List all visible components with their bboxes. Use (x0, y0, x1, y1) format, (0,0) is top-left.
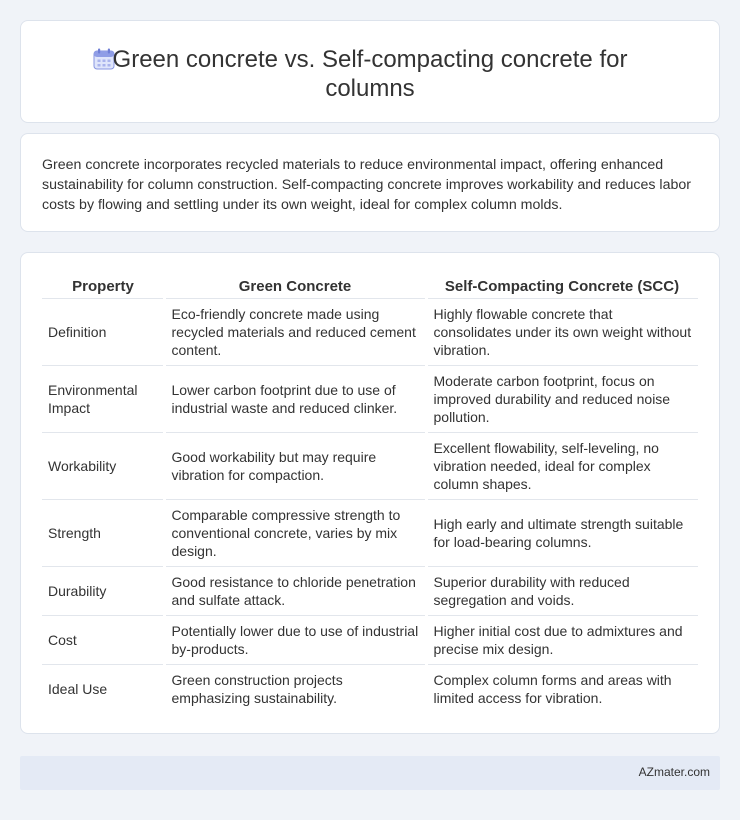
table-row (42, 499, 698, 566)
footer-brand-link[interactable]: AZmater.com (638, 765, 710, 779)
row-property: Environmental Impact (42, 365, 164, 432)
row-property: Durability (42, 566, 164, 615)
row-property: Cost (42, 615, 164, 664)
row-green-value: Eco-friendly concrete made using recycled materials and reduced cement content. (164, 298, 426, 365)
table-row (42, 298, 698, 365)
row-scc-value: Complex column forms and areas with limited access for vibration. (426, 664, 698, 713)
intro-card (20, 133, 720, 232)
row-property: Strength (42, 499, 164, 566)
table-row (42, 615, 698, 664)
intro-paragraph: Green concrete incorporates recycled materials to reduce environmental impact, offering enhanced sustainability for column construction. Self-compacting concrete improves workability and reduces labor costs by flowing and settling under its own weight, ideal for complex column molds. (42, 157, 691, 213)
row-green-value: Good workability but may require vibration for compaction. (164, 432, 426, 499)
row-green-value: Comparable compressive strength to conventional concrete, varies by mix design. (164, 499, 426, 566)
row-green-value: Potentially lower due to use of industrial by-products. (164, 615, 426, 664)
table-row (42, 432, 698, 499)
row-green-value: Green construction projects emphasizing sustainability. (164, 664, 426, 713)
page-title: Green concrete vs. Self-compacting concrete for columns (112, 46, 628, 102)
row-scc-value: Highly flowable concrete that consolidates under its own weight without vibration. (426, 298, 698, 365)
row-green-value: Good resistance to chloride penetration and sulfate attack. (164, 566, 426, 615)
row-property: Definition (42, 298, 164, 365)
header-scc: Self-Compacting Concrete (SCC) (444, 277, 680, 295)
header-green-concrete: Green Concrete (238, 277, 352, 295)
table-row (42, 664, 698, 713)
table-row (42, 365, 698, 432)
row-property: Ideal Use (42, 664, 164, 713)
title-card (20, 20, 720, 123)
row-scc-value: Excellent flowability, self-leveling, no vibration needed, ideal for complex column shapes. (426, 432, 698, 499)
row-scc-value: Superior durability with reduced segregation and voids. (426, 566, 698, 615)
comparison-table (42, 277, 698, 713)
comparison-table-card (20, 252, 720, 734)
table-header-row (42, 277, 698, 298)
table-row (42, 566, 698, 615)
row-scc-value: Moderate carbon footprint, focus on improved durability and reduced noise pollution. (426, 365, 698, 432)
row-scc-value: Higher initial cost due to admixtures and precise mix design. (426, 615, 698, 664)
row-scc-value: High early and ultimate strength suitable for load-bearing columns. (426, 499, 698, 566)
header-property: Property (72, 277, 134, 295)
footer-bar (20, 756, 720, 790)
row-green-value: Lower carbon footprint due to use of industrial waste and reduced clinker. (164, 365, 426, 432)
row-property: Workability (42, 432, 164, 499)
